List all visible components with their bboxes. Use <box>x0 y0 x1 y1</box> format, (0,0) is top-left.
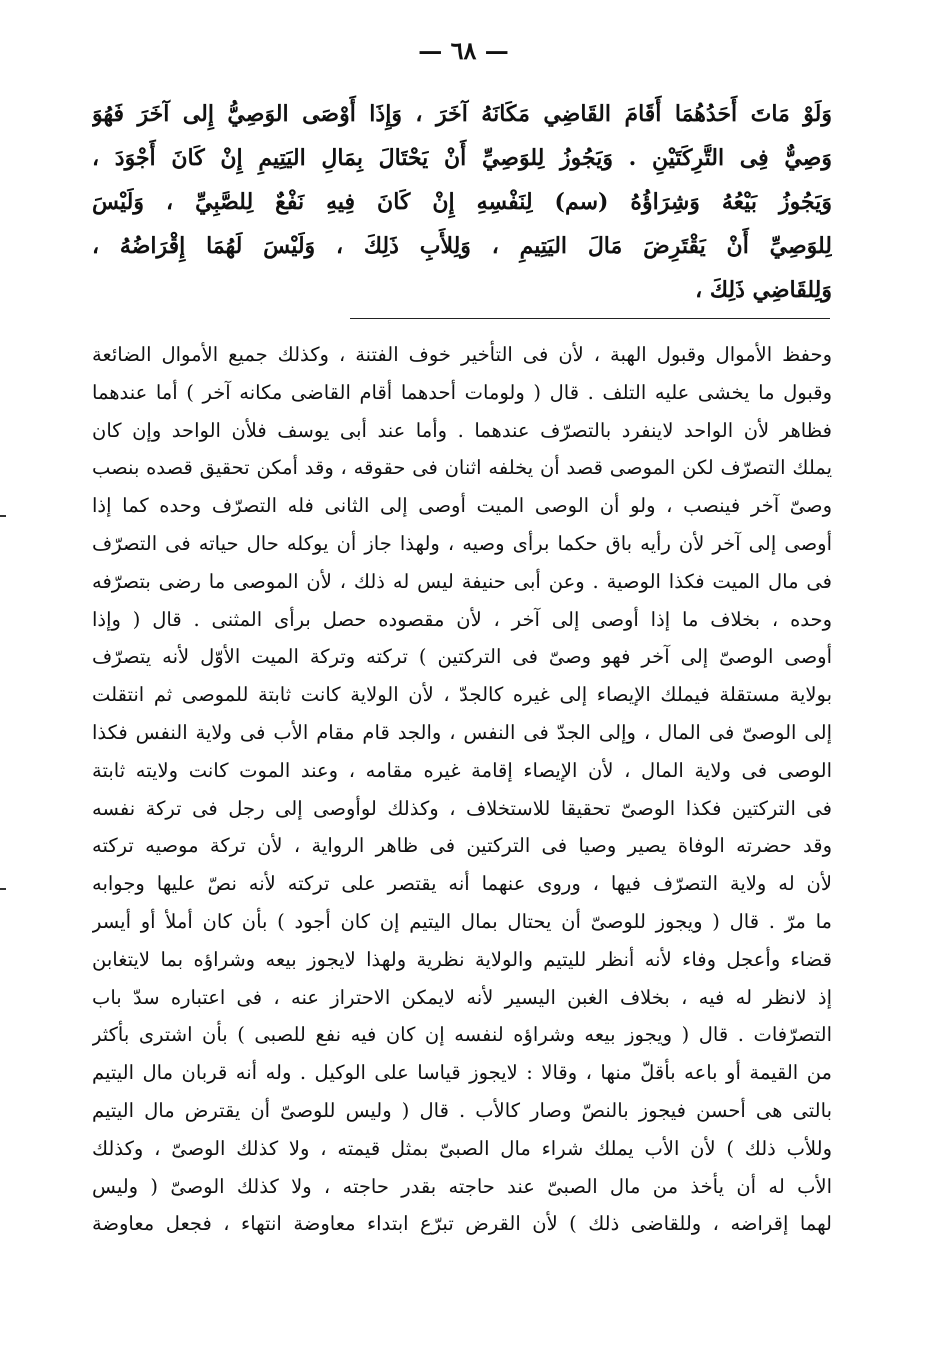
text-line: إلى الوصىّ فى المال ، وإلى الجدّ فى النفس ، والجد قام مقام الأب فى ولاية النفس فكذا <box>92 720 832 744</box>
text-line: وَصِيٌّ فِى التَّرِكَتَيْنِ . وَيَجُوزُ لِلوَصِيِّ أَنْ يَحْتَالَ بِمَالِ اليَتِيمِ إِنْ كَانَ أَجْوَدَ ، <box>92 145 832 171</box>
margin-mark <box>0 515 6 517</box>
text-line: الوصى فى ولاية المال ، لأن الإيصاء إقامة غيره مقامه ، وعند الموت كانت ولايته ثابتة <box>92 758 832 782</box>
text-line: وحده ، بخلاف ما إذا أوصى إلى آخر ، لأن مقصوده حصل برأى المثنى . قال ( وإذا <box>92 607 832 631</box>
text-line: بولاية مستقلة فيملك الإيصاء إلى غيره كالجدّ ، لأن الولاية كانت ثابتة للموصى ثم انتقلت <box>92 683 832 707</box>
text-line: وحفظ الأموال وقبول الهبة ، لأن فى التأخير خوف الفتنة ، وكذلك جميع الأموال الضائعة <box>92 343 832 366</box>
text-line: وَيَجُوزُ بَيْعُهُ وَشِرَاؤُهُ (سم) لِنَفْسِهِ إِنْ كَانَ فِيهِ نَفْعٌ لِلصَّبِيِّ ، وَلَيْسَ <box>92 189 832 215</box>
page-number: — ٦٨ — <box>418 36 509 65</box>
text-line: وصىّ آخر فينصب ، ولو أن الوصى الميت أوصى إلى الثانى فله التصرّف وحده كما إذا <box>92 494 832 518</box>
text-line: وَلَوْ مَاتَ أَحَدُهُمَا أَقَامَ القَاضِي مَكَانَهُ آخَرَ ، وَإِذَا أَوْصَى الوَصِيُّ إِلى آخَرَ فَهُوَ <box>92 101 832 127</box>
text-line: بالتى هى أحسن فيجوز بالنصّ وصار كالأب . قال ( وليس للوصىّ أن يقترض مال اليتيم <box>92 1098 832 1122</box>
text-line: أوصى الوصىّ إلى آخر فهو وصىّ فى التركتين ) تركته وتركة الميت الأوّل لأنه يتصرّف <box>92 645 832 669</box>
text-line: وقد حضرته الوفاة يصير وصيا فى التركتين فى ظاهر الرواية ، لأن تركة موصيه تركته <box>92 834 832 858</box>
text-line: التصرّفات . قال ( ويجوز بيعه وشراؤه لنفسه إن كان فيه نفع للصبى ) بأن اشترى بأكثر <box>92 1023 832 1047</box>
text-line: فى التركتين فكذا الوصىّ تحقيقا للاستخلاف ، وكذلك لوأوصى إلى رجل فى تركة نفسه <box>92 796 832 820</box>
text-line: لِلوَصِيِّ أَنْ يَقْتَرِضَ مَالَ اليَتِيمِ ، وَلِلأَبِ ذَلِكَ ، وَلَيْسَ لَهُمَا إِقْرَاضُهُ ، <box>92 233 832 259</box>
text-line: من القيمة أو باعه بأقلّ منها ، وقالا : لايجوز قياسا على الوكيل . وله أنه قربان مال اليتيم <box>92 1061 832 1085</box>
text-line: لأن له ولاية التصرّف فيها ، وروى عنهما أنه يقتصر على تركته لأنه نصّ عليها وجوابه <box>92 872 832 896</box>
text-line: قضاء وأعجل وفاء لأنه أنظر لليتيم والولاية نظرية ولهذا لايجوز بيعه وشراؤه بما لايتغابن <box>92 947 832 971</box>
text-line: وللأب ذلك ) لأن الأب يملك شراء مال الصبىّ بمثل قيمته ، ولا كذلك الوصىّ ، وكذلك <box>92 1136 832 1160</box>
text-line: فى مال الميت فكذا الوصية . وعن أبى حنيفة ليس له ذلك ، لأن الموصى ما رضى بتصرّفه <box>92 569 832 593</box>
text-line: يملك التصرّف لكن الموصى قصد أن يخلفه اثنان فى حقوقه ، وقد أمكن تحقيق قصده بنصب <box>92 456 832 480</box>
text-line: إذ لانظر له فيه ، بخلاف الغبن اليسير لأنه لايمكن الاحتراز عنه ، فى اعتباره سدّ باب <box>92 985 832 1009</box>
text-line: أوصى إلى آخر لأن رأيه باق حكما برأى وصيه ، ولهذا جاز أن يوكله حال حياته فى التصرّف <box>92 531 832 555</box>
text-line: فظاهر لأن الواحد لاينفرد بالتصرّف عندهما . وأما عند أبى يوسف فلأن الواحد وإن كان <box>92 418 832 442</box>
text-line: لهما إقراضه ، وللقاضى ذلك ) لأن القرض تبرّع ابتداء معاوضة انتهاء ، فجعل معاوضة <box>92 1212 832 1236</box>
footnote-divider <box>350 318 830 319</box>
text-line: وَلِلقَاضِي ذَلِكَ ، <box>695 277 832 303</box>
text-line: الأب له أن يأخذ من مال الصبىّ عند حاجته بقدر حاجته ، ولا كذلك الوصىّ ( وليس <box>92 1174 832 1198</box>
text-line: ما مرّ . قال ( ويجوز للوصىّ أن يحتال بمال اليتيم إن كان أجود ) بأن كان أملأ أو أيسر <box>92 909 832 933</box>
text-line: وقبول ما يخشى عليه التلف . قال ( ولومات أحدهما أقام القاضى مكانه آخر ) أما عندهما <box>92 380 832 404</box>
margin-mark <box>0 888 6 890</box>
matn-text-block <box>92 92 832 312</box>
commentary-text-block <box>92 336 832 1243</box>
